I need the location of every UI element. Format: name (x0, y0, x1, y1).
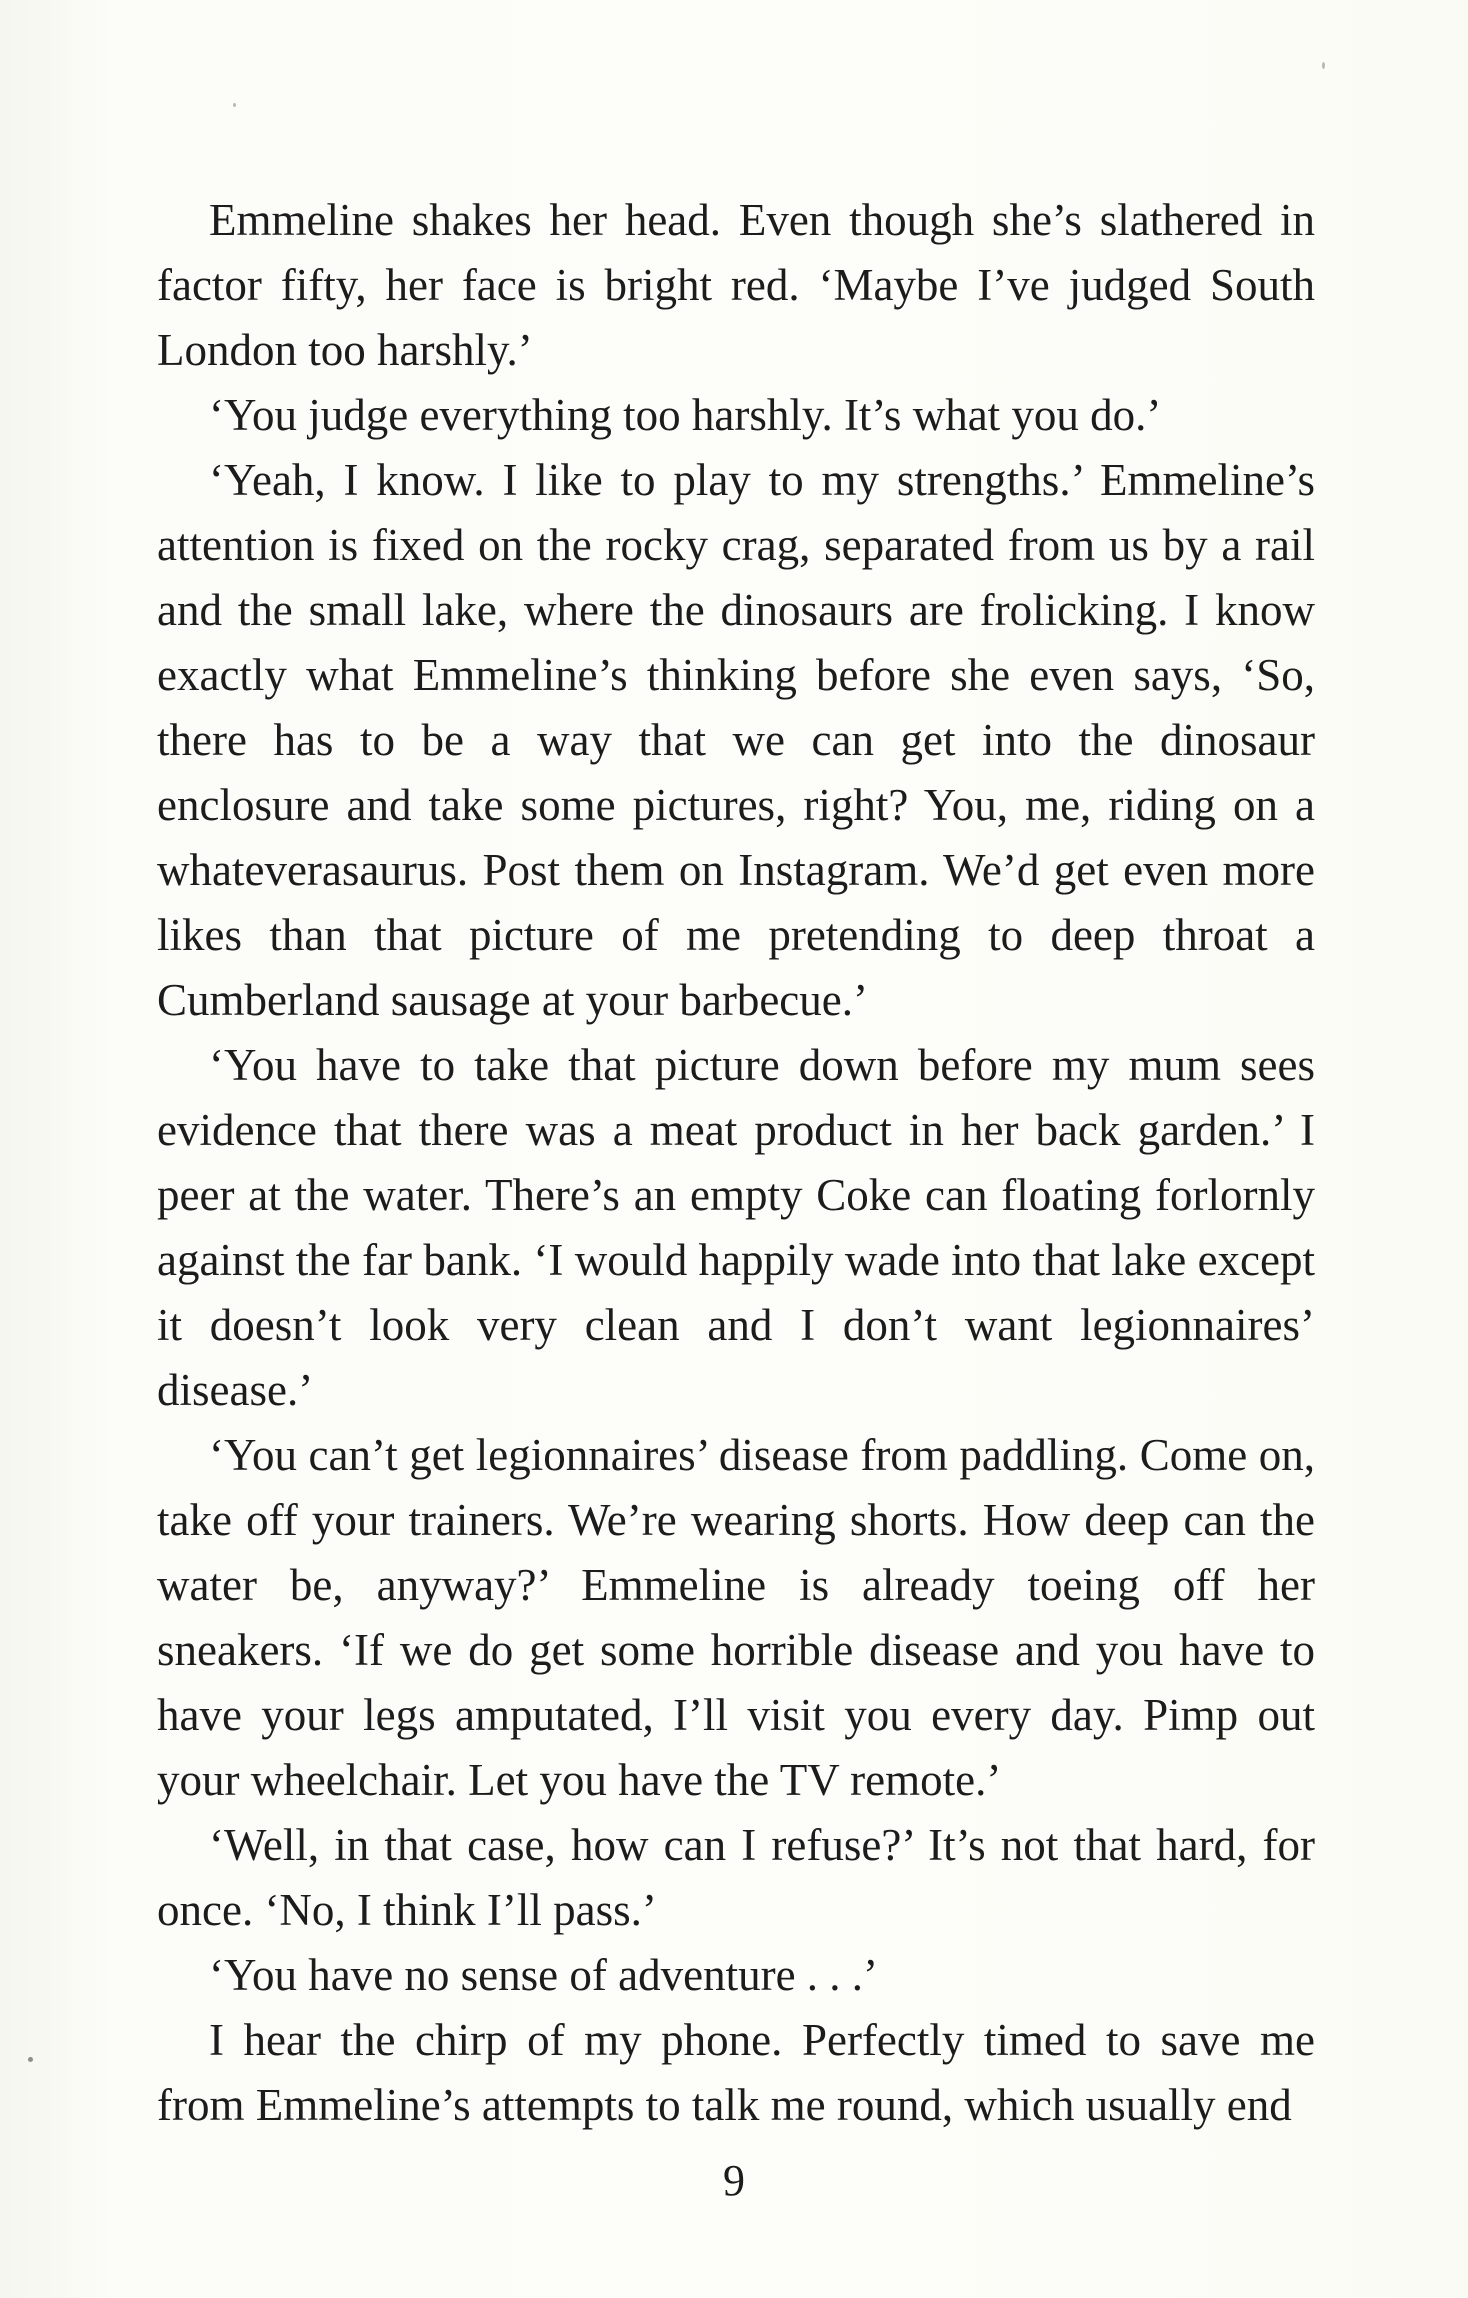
paragraph: ‘You can’t get legionnaires’ disease from paddling. Come on, take off your trainers. We’re wearing shorts. How deep can the water be, anyway?’ Emmeline is already toeing off her sneakers. ‘If we do get some horrible disease and you have to have your legs amputated, I’ll visit you every day. Pimp out your wheelchair. Let you have the TV remote.’ (157, 1430, 1315, 1805)
body-text (157, 188, 1315, 2138)
paragraph: Emmeline shakes her head. Even though she’s slathered in factor fifty, her face is bright red. ‘Maybe I’ve judged South London too harshly.’ (157, 195, 1315, 375)
paragraph: ‘You have no sense of adventure . . .’ (209, 1950, 879, 2000)
paper-speck (28, 2057, 33, 2062)
paper-speck (233, 103, 236, 107)
paper-speck (1322, 62, 1325, 69)
paragraph: ‘Yeah, I know. I like to play to my strengths.’ Emmeline’s attention is fixed on the rocky crag, separated from us by a rail and the small lake, where the dinosaurs are frolicking. I know exactly what Emmeline’s thinking before she even says, ‘So, there has to be a way that we can get into the dinosaur enclosure and take some pictures, right? You, me, riding on a whateverasaurus. Post them on Instagram. We’d get even more likes than that picture of me pretending to deep throat a Cumberland sausage at your barbecue.’ (157, 455, 1315, 1025)
paragraph: ‘You judge everything too harshly. It’s what you do.’ (209, 390, 1162, 440)
paragraph: I hear the chirp of my phone. Perfectly timed to save me from Emmeline’s attempts to talk me round, which usually end (157, 2015, 1315, 2130)
page-number: 9 (723, 2156, 745, 2205)
paragraph: ‘Well, in that case, how can I refuse?’ It’s not that hard, for once. ‘No, I think I’ll pass.’ (157, 1820, 1315, 1935)
paragraph: ‘You have to take that picture down before my mum sees evidence that there was a meat product in her back garden.’ I peer at the water. There’s an empty Coke can floating forlornly against the far bank. ‘I would happily wade into that lake except it doesn’t look very clean and I don’t want legionnaires’ disease.’ (157, 1040, 1315, 1415)
